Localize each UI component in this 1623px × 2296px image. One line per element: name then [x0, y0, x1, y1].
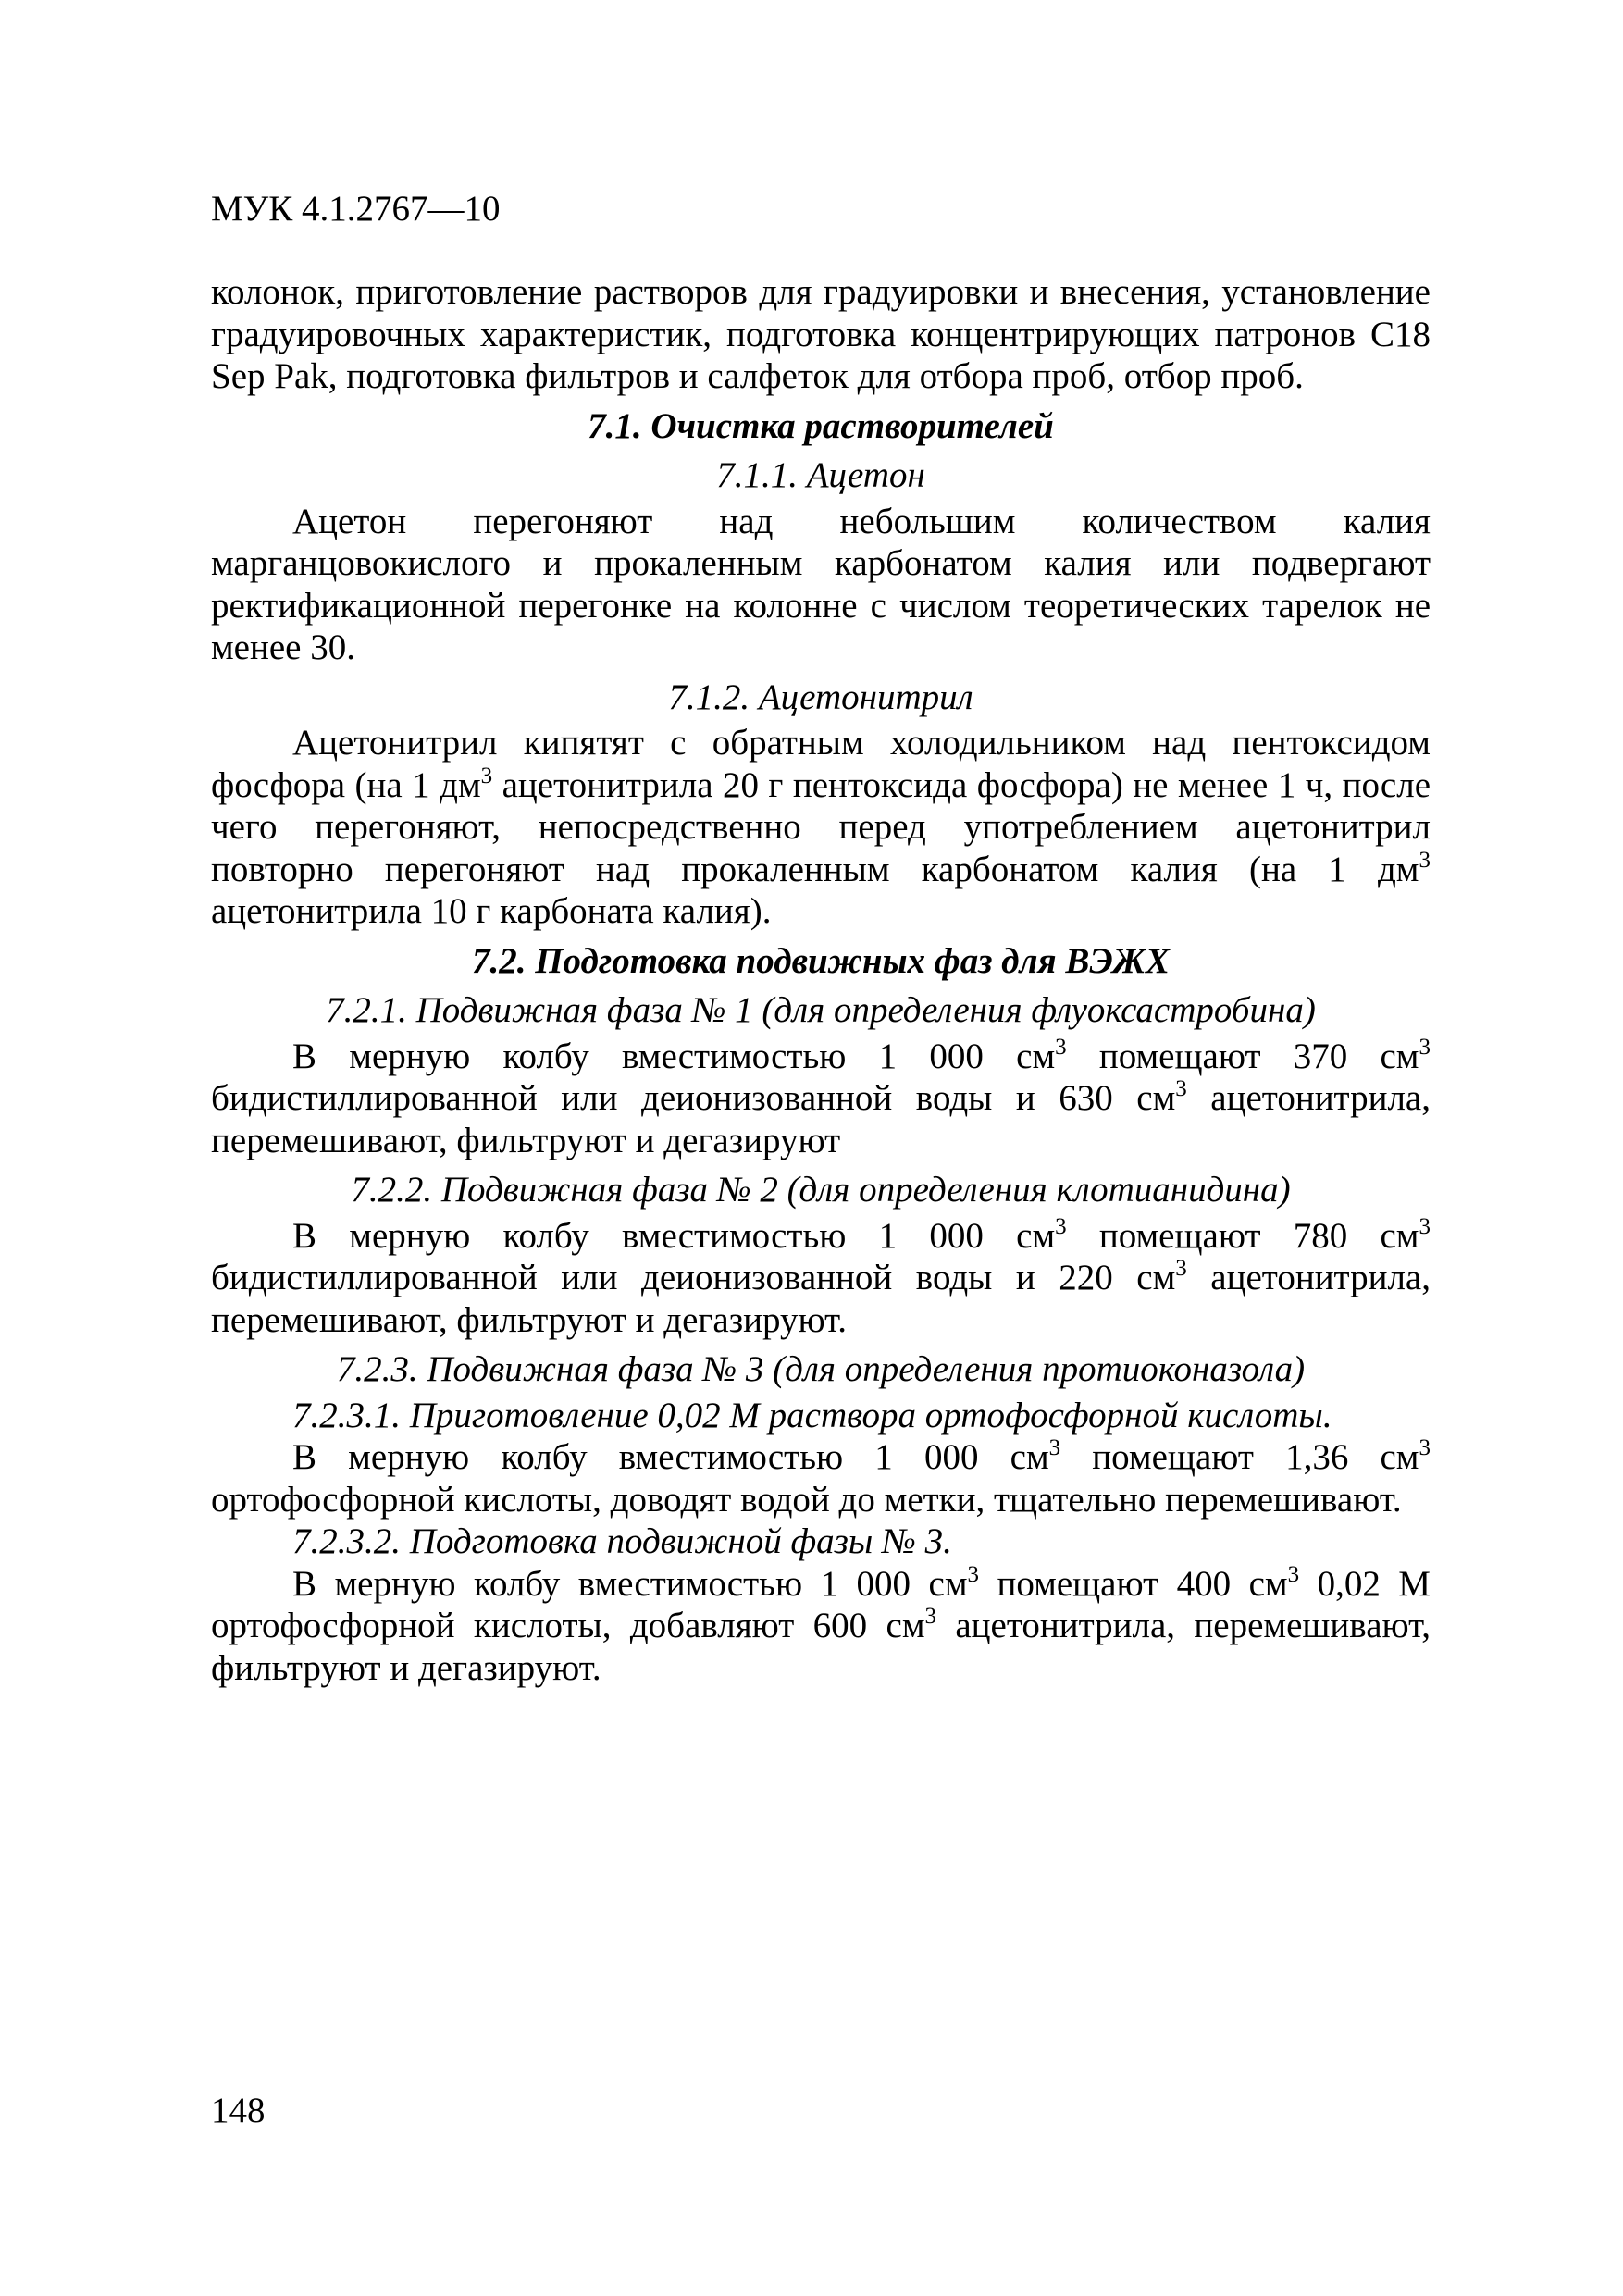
section-7-1-1-title: 7.1.1. Ацетон [716, 455, 925, 495]
section-7-2-3-1-title: 7.2.3.1. Приготовление 0,02 М раствора ортофосфорной кислоты. [292, 1395, 1332, 1435]
text-segment: бидистиллированной или деионизованной воды и 630 см [211, 1078, 1176, 1118]
text-segment: В мерную колбу вместимостью 1 000 см [292, 1563, 968, 1604]
section-7-1-2-title: 7.1.2. Ацетонитрил [668, 676, 973, 717]
section-7-2-1-paragraph [211, 1036, 1431, 1162]
superscript: 3 [1048, 1435, 1061, 1460]
section-7-2-1-title: 7.2.1. Подвижная фаза № 1 (для определения флуоксастробина) [326, 990, 1316, 1030]
superscript: 3 [924, 1604, 937, 1629]
text-segment: бидистиллированной или деионизованной воды и 220 см [211, 1258, 1176, 1297]
text-segment: ацетонитрила, перемешивают, фильтруют и дегазируют. [211, 1258, 1431, 1340]
superscript: 3 [1419, 1213, 1431, 1239]
section-7-2-2-paragraph [211, 1215, 1431, 1342]
superscript: 3 [480, 763, 493, 788]
text-segment: помещают 400 см [979, 1563, 1288, 1604]
superscript: 3 [1175, 1076, 1187, 1101]
text-segment: В мерную колбу вместимостью 1 000 см [292, 1036, 1056, 1076]
intro-paragraph: колонок, приготовление растворов для градуировки и внесения, установление градуировочных характеристик, подготовка концентрирующих патронов C18 Sep Pak, подготовка фильтров и салфеток для отбора проб, отбор проб. [211, 272, 1431, 396]
text-segment: помещают 370 см [1066, 1036, 1419, 1076]
document-code: МУК 4.1.2767—10 [211, 189, 501, 229]
section-7-1-1-paragraph: Ацетон перегоняют над небольшим количеством калия марганцовокислого и прокаленным карбонатом калия или подвергают ректификационной перегонке на колонне с числом теоретических тарелок не менее 30. [211, 501, 1431, 667]
superscript: 3 [1175, 1256, 1187, 1281]
superscript: 3 [967, 1561, 980, 1587]
text-segment: ортофосфорной кислоты, доводят водой до метки, тщательно перемешивают. [211, 1479, 1402, 1520]
section-7-2-2-title: 7.2.2. Подвижная фаза № 2 (для определения клотианидина) [351, 1170, 1291, 1210]
section-7-2-title: 7.2. Подготовка подвижных фаз для ВЭЖХ [471, 940, 1171, 981]
section-7-2-3-1-paragraph [211, 1436, 1431, 1520]
text-segment: помещают 1,36 см [1060, 1437, 1419, 1477]
text-segment: В мерную колбу вместимостью 1 000 см [292, 1437, 1049, 1477]
section-7-1-2-paragraph [211, 722, 1431, 933]
text-segment: помещают 780 см [1066, 1215, 1419, 1256]
superscript: 3 [1055, 1034, 1067, 1060]
text-segment: В мерную колбу вместимостью 1 000 см [292, 1215, 1056, 1256]
section-7-1-title: 7.1. Очистка растворителей [588, 405, 1054, 446]
text-segment: ацетонитрила 10 г карбоната калия). [211, 891, 772, 931]
section-7-2-3-2-paragraph [211, 1563, 1431, 1690]
text-segment: ацетонитрила, перемешивают, фильтруют и дегазируют. [211, 1606, 1431, 1688]
section-7-2-3-title: 7.2.3. Подвижная фаза № 3 (для определения протиоконазола) [336, 1349, 1306, 1389]
page-number: 148 [211, 2091, 266, 2130]
superscript: 3 [1055, 1213, 1067, 1239]
superscript: 3 [1419, 1034, 1431, 1060]
document-body [211, 271, 1431, 1689]
text-segment: 0,02 М ортофосфорной кислоты, добавляют 600 см [211, 1563, 1431, 1645]
text-segment: ацетонитрила 20 г пентоксида фосфора) не менее 1 ч, после чего перегоняют, непосредственно перед употреблением ацетонитрил повторно перегоняют над прокаленным карбонатом калия (на 1 дм [211, 764, 1431, 889]
superscript: 3 [1419, 1435, 1431, 1460]
text-segment: Ацетонитрил кипятят с обратным холодильником над пентоксидом фосфора (на 1 дм [211, 723, 1431, 805]
document-page [211, 0, 1431, 2296]
superscript: 3 [1419, 847, 1431, 873]
section-7-2-3-2-title: 7.2.3.2. Подготовка подвижной фазы № 3. [292, 1521, 952, 1561]
text-segment: ацетонитрила, перемешивают, фильтруют и дегазируют [211, 1078, 1431, 1160]
superscript: 3 [1287, 1561, 1300, 1587]
